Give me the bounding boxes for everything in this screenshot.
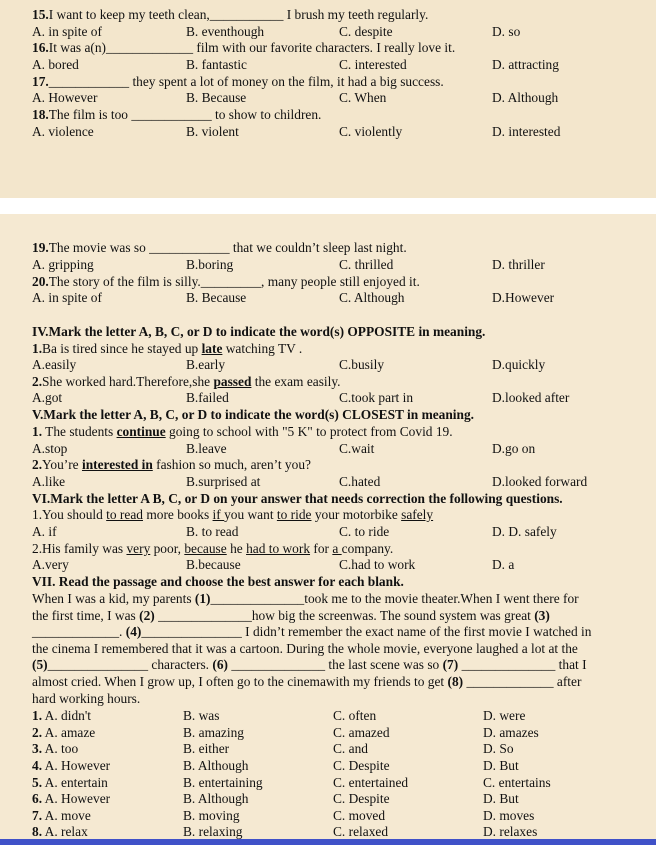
q20-option-a: A. in spite of bbox=[32, 290, 102, 305]
answer-option-c: C. entertained bbox=[333, 775, 409, 790]
sec5-q2-option-c: C.hated bbox=[339, 474, 381, 489]
passage-line-4: the cinema I remembered that it was a cartoon. During the whole movie, everyone laughed a lot at the bbox=[32, 641, 578, 656]
answer-option-b: B. moving bbox=[183, 808, 240, 823]
sec6-q1-option-b: B. to read bbox=[186, 524, 239, 539]
q15-option-b: B. eventhough bbox=[186, 24, 265, 39]
answer-option-c: C. amazed bbox=[333, 725, 390, 740]
passage-line-5: (5)_______________ characters. (6) ______________ the last scene was so (7) ______________ that I bbox=[32, 657, 587, 672]
question-17: 17.____________ they spent a lot of money on the film, it had a big success. bbox=[32, 74, 444, 89]
answer-row: 8. A. relax bbox=[32, 824, 88, 839]
passage-line-3: _____________. (4)_______________ I didn’t remember the exact name of the first movie I watched in bbox=[32, 624, 592, 639]
bottom-border-bar bbox=[0, 839, 656, 845]
sec4-q2-option-c: C.took part in bbox=[339, 390, 414, 405]
q19-option-c: C. thrilled bbox=[339, 257, 394, 272]
answer-row: 2. A. amaze bbox=[32, 725, 96, 740]
page-section-bottom bbox=[0, 214, 656, 839]
sec6-q1-option-a: A. if bbox=[32, 524, 57, 539]
answer-option-b: B. entertaining bbox=[183, 775, 263, 790]
sec6-q1-option-c: C. to ride bbox=[339, 524, 390, 539]
answer-option-c: C. and bbox=[333, 741, 368, 756]
page-break bbox=[0, 198, 656, 214]
section-vi-heading: VI.Mark the letter A B, C, or D on your answer that needs correction the following questions. bbox=[32, 491, 563, 506]
sec4-q1-option-a: A.easily bbox=[32, 357, 77, 372]
sec5-q1-option-d: D.go on bbox=[492, 441, 536, 456]
q16-option-d: D. attracting bbox=[492, 57, 559, 72]
question-15: 15.I want to keep my teeth clean,___________ I brush my teeth regularly. bbox=[32, 7, 429, 22]
sec4-question-1: 1.Ba is tired since he stayed up late watching TV . bbox=[32, 341, 303, 356]
answer-option-b: B. relaxing bbox=[183, 824, 243, 839]
sec4-q1-option-c: C.busily bbox=[339, 357, 385, 372]
question-20: 20.The story of the film is silly._________, many people still enjoyed it. bbox=[32, 274, 420, 289]
answer-option-d: D. moves bbox=[483, 808, 535, 823]
q18-option-c: C. violently bbox=[339, 124, 403, 139]
question-19: 19.The movie was so ____________ that we couldn’t sleep last night. bbox=[32, 240, 407, 255]
answer-row: 5. A. entertain bbox=[32, 775, 108, 790]
section-iv-heading: IV.Mark the letter A, B, C, or D to indicate the word(s) OPPOSITE in meaning. bbox=[32, 324, 486, 339]
q16-option-b: B. fantastic bbox=[186, 57, 247, 72]
answer-row: 4. A. However bbox=[32, 758, 111, 773]
sec6-q2-option-c: C.had to work bbox=[339, 557, 416, 572]
answer-option-d: D. But bbox=[483, 791, 519, 806]
passage-line-2: the first time, I was (2) ______________how big the screenwas. The sound system was great (3) bbox=[32, 608, 550, 623]
sec5-q2-option-b: B.surprised at bbox=[186, 474, 261, 489]
sec4-q2-option-a: A.got bbox=[32, 390, 63, 405]
q17-option-d: D. Although bbox=[492, 90, 559, 105]
answer-option-d: D. So bbox=[483, 741, 514, 756]
sec6-q2-option-a: A.very bbox=[32, 557, 69, 572]
q18-option-a: A. violence bbox=[32, 124, 94, 139]
answer-option-b: B. amazing bbox=[183, 725, 244, 740]
answer-option-b: B. Although bbox=[183, 758, 249, 773]
answer-option-d: D. But bbox=[483, 758, 519, 773]
sec5-q2-option-d: D.looked forward bbox=[492, 474, 588, 489]
q15-option-a: A. in spite of bbox=[32, 24, 102, 39]
sec6-q2-option-b: B.because bbox=[186, 557, 241, 572]
answer-row: 6. A. However bbox=[32, 791, 111, 806]
passage-line-1: When I was a kid, my parents (1)______________took me to the movie theater.When I went there for bbox=[32, 591, 579, 606]
answer-option-c: C. Despite bbox=[333, 758, 390, 773]
sec5-question-1: 1. The students continue going to school with "5 K" to protect from Covid 19. bbox=[32, 424, 453, 439]
q16-option-c: C. interested bbox=[339, 57, 407, 72]
question-18: 18.The film is too ____________ to show to children. bbox=[32, 107, 322, 122]
sec5-q1-option-b: B.leave bbox=[186, 441, 227, 456]
q15-option-d: D. so bbox=[492, 24, 521, 39]
answer-option-c: C. often bbox=[333, 708, 377, 723]
page-section-top bbox=[0, 0, 656, 198]
passage-line-7: hard working hours. bbox=[32, 691, 141, 706]
q19-option-a: A. gripping bbox=[32, 257, 94, 272]
q20-option-d: D.However bbox=[492, 290, 555, 305]
answer-row: 1. A. didn't bbox=[32, 708, 91, 723]
passage-line-6: almost cried. When I grow up, I often go to the cinemawith my friends to get (8) _____________ after bbox=[32, 674, 582, 689]
sec4-q1-option-b: B.early bbox=[186, 357, 226, 372]
q19-option-b: B.boring bbox=[186, 257, 234, 272]
sec5-q2-option-a: A.like bbox=[32, 474, 66, 489]
q16-option-a: A. bored bbox=[32, 57, 79, 72]
q19-option-d: D. thriller bbox=[492, 257, 545, 272]
section-v-heading: V.Mark the letter A, B, C, or D to indicate the word(s) CLOSEST in meaning. bbox=[32, 407, 475, 422]
q17-option-c: C. When bbox=[339, 90, 387, 105]
section-vii-heading: VII. Read the passage and choose the best answer for each blank. bbox=[32, 574, 404, 589]
q18-option-d: D. interested bbox=[492, 124, 561, 139]
q20-option-b: B. Because bbox=[186, 290, 247, 305]
answer-option-c: C. Despite bbox=[333, 791, 390, 806]
sec4-q2-option-d: D.looked after bbox=[492, 390, 570, 405]
answer-row: 7. A. move bbox=[32, 808, 91, 823]
sec4-question-2: 2.She worked hard.Therefore,she passed the exam easily. bbox=[32, 374, 341, 389]
sec6-question-2: 2.His family was very poor, because he had to work for a company. bbox=[32, 541, 394, 556]
q18-option-b: B. violent bbox=[186, 124, 239, 139]
answer-option-b: B. either bbox=[183, 741, 230, 756]
q17-option-b: B. Because bbox=[186, 90, 247, 105]
sec4-q1-option-d: D.quickly bbox=[492, 357, 546, 372]
answer-option-d: D. amazes bbox=[483, 725, 539, 740]
q17-option-a: A. However bbox=[32, 90, 98, 105]
answer-option-d: D. relaxes bbox=[483, 824, 538, 839]
answer-option-d: C. entertains bbox=[483, 775, 551, 790]
answer-option-b: B. was bbox=[183, 708, 220, 723]
sec6-q2-option-d: D. a bbox=[492, 557, 515, 572]
sec5-question-2: 2.You’re interested in fashion so much, aren’t you? bbox=[32, 457, 311, 472]
answer-row: 3. A. too bbox=[32, 741, 79, 756]
answer-option-c: C. moved bbox=[333, 808, 386, 823]
q15-option-c: C. despite bbox=[339, 24, 393, 39]
sec6-q1-option-d: D. D. safely bbox=[492, 524, 557, 539]
sec5-q1-option-c: C.wait bbox=[339, 441, 375, 456]
answer-option-b: B. Although bbox=[183, 791, 249, 806]
sec4-q2-option-b: B.failed bbox=[186, 390, 229, 405]
sec6-question-1: 1.You should to read more books if you want to ride your motorbike safely bbox=[32, 507, 434, 522]
sec5-q1-option-a: A.stop bbox=[32, 441, 68, 456]
question-16: 16.It was a(n)_____________ film with our favorite characters. I really love it. bbox=[32, 40, 456, 55]
answer-option-c: C. relaxed bbox=[333, 824, 389, 839]
answer-option-d: D. were bbox=[483, 708, 526, 723]
q20-option-c: C. Although bbox=[339, 290, 405, 305]
